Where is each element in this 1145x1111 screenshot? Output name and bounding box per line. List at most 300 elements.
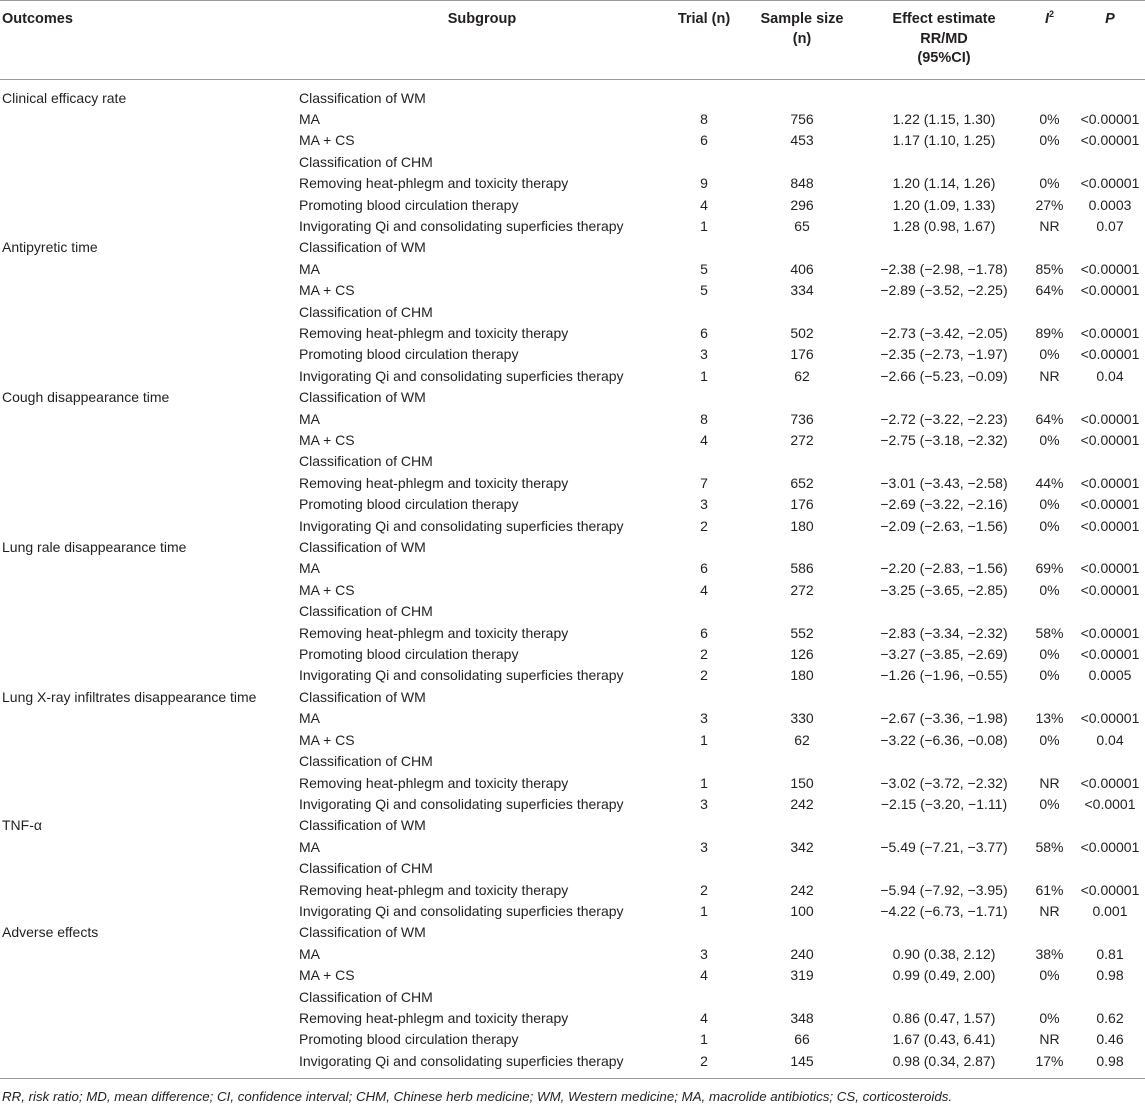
outcome-cell: Cough disappearance time [2, 389, 170, 406]
effect-estimate-cell: −3.02 (−3.72, −2.32) [880, 774, 1008, 791]
sample-size-cell: 176 [790, 346, 814, 363]
sample-size-cell: 502 [790, 324, 814, 341]
sample-size-cell: 66 [794, 1031, 810, 1048]
subgroup-cell: Classification of WM [299, 688, 426, 705]
p-value-cell: 0.04 [1096, 367, 1124, 384]
i-squared-cell: 13% [1035, 710, 1064, 727]
p-value-cell: <0.00001 [1080, 110, 1140, 127]
sample-size-cell: 176 [790, 496, 814, 513]
p-value-cell: <0.0001 [1084, 795, 1136, 812]
subgroup-cell: Removing heat-phlegm and toxicity therapy [299, 324, 569, 341]
outcome-cell [0, 730, 296, 751]
subgroup-cell: MA [299, 260, 320, 277]
table-row [0, 195, 1145, 216]
i-squared-cell [1024, 815, 1075, 836]
sample-size-cell: 242 [790, 881, 814, 898]
p-value-cell: 0.81 [1096, 945, 1124, 962]
p-value-cell: 0.0005 [1088, 667, 1132, 684]
subgroup-cell: Classification of CHM [299, 753, 433, 770]
subgroup-cell: Invigorating Qi and consolidating superficies therapy [299, 517, 624, 534]
i-squared-cell: 0% [1039, 1009, 1060, 1026]
effect-estimate-cell: −2.35 (−2.73, −1.97) [880, 346, 1008, 363]
i-squared-cell [1024, 451, 1075, 472]
trial-count-cell: 4 [700, 581, 708, 598]
outcome-cell [0, 195, 296, 216]
sample-size-cell [740, 237, 864, 258]
trial-count-cell: 1 [700, 1031, 708, 1048]
trial-count-cell: 4 [700, 1009, 708, 1026]
i-squared-cell: 0% [1039, 967, 1060, 984]
effect-estimate-cell: −4.22 (−6.73, −1.71) [880, 902, 1008, 919]
sample-size-cell: 652 [790, 474, 814, 491]
subgroup-cell: MA [299, 710, 320, 727]
outcome-cell [0, 837, 296, 858]
effect-estimate-cell [864, 237, 1024, 258]
table-row [0, 451, 1145, 472]
p-value-cell [1075, 987, 1145, 1008]
p-value-cell [1075, 152, 1145, 173]
p-value-cell: <0.00001 [1080, 432, 1140, 448]
table-row [0, 644, 1145, 665]
p-value-cell: <0.00001 [1080, 560, 1140, 577]
subgroup-cell: MA [299, 410, 320, 427]
trial-count-cell: 1 [700, 217, 708, 234]
outcome-cell [0, 644, 296, 665]
p-value-cell [1075, 815, 1145, 836]
table-row [0, 837, 1145, 858]
effect-estimate-cell: −3.22 (−6.36, −0.08) [880, 731, 1008, 748]
effect-estimate-cell: −2.20 (−2.83, −1.56) [880, 560, 1008, 577]
subgroup-cell: Classification of CHM [299, 453, 433, 470]
sample-size-cell: 145 [740, 1051, 864, 1079]
trial-count-cell: 2 [700, 667, 708, 684]
i-squared-cell: 0% [1039, 175, 1060, 192]
header-effect-line2: RR/MD [920, 30, 968, 47]
trial-count-cell: 4 [700, 432, 708, 448]
trial-count-cell [668, 537, 740, 558]
p-value-cell [1075, 79, 1145, 109]
outcome-cell [0, 794, 296, 815]
table-row [0, 794, 1145, 815]
p-value-cell: <0.00001 [1080, 410, 1140, 427]
table-row [0, 1029, 1145, 1050]
trial-count-cell: 6 [700, 624, 708, 641]
p-value-cell [1075, 601, 1145, 622]
outcome-cell [0, 1051, 296, 1079]
sample-size-cell: 126 [790, 646, 814, 663]
p-value-cell [1075, 451, 1145, 472]
i-squared-cell: NR [1039, 217, 1060, 234]
table-row [0, 302, 1145, 323]
p-value-cell [1075, 387, 1145, 408]
subgroup-cell: MA + CS [299, 967, 355, 984]
i-squared-cell [1024, 152, 1075, 173]
sample-size-cell: 330 [790, 710, 814, 727]
subgroup-cell: Classification of CHM [299, 153, 433, 170]
effect-estimate-cell: −3.25 (−3.65, −2.85) [880, 581, 1008, 598]
outcome-cell [0, 773, 296, 794]
trial-count-cell: 2 [700, 517, 708, 534]
outcome-cell [0, 366, 296, 387]
subgroup-cell: Promoting blood circulation therapy [299, 646, 519, 663]
trial-count-cell: 3 [700, 795, 708, 812]
sample-size-cell: 406 [790, 260, 814, 277]
i-squared-cell [1024, 537, 1075, 558]
subgroup-cell: Invigorating Qi and consolidating superficies therapy [299, 217, 624, 234]
trial-count-cell: 3 [700, 710, 708, 727]
outcome-cell [0, 259, 296, 280]
sample-size-cell: 65 [794, 217, 810, 234]
i-squared-cell [1024, 302, 1075, 323]
outcome-cell [0, 623, 296, 644]
outcome-cell [0, 880, 296, 901]
table-row [0, 216, 1145, 237]
outcome-cell: Lung rale disappearance time [2, 539, 187, 556]
sample-size-cell: 180 [790, 667, 814, 684]
effect-estimate-cell [864, 987, 1024, 1008]
i-squared-cell: 0% [1039, 517, 1060, 534]
i-squared-cell: 17% [1024, 1051, 1075, 1079]
header-row [0, 1, 1145, 80]
trial-count-cell: 3 [700, 496, 708, 513]
p-value-cell [1075, 302, 1145, 323]
effect-estimate-cell: −1.26 (−1.96, −0.55) [880, 667, 1008, 684]
sample-size-cell: 453 [790, 132, 814, 149]
header-subgroup: Subgroup [296, 1, 668, 80]
table-footnote: RR, risk ratio; MD, mean difference; CI, confidence interval; CHM, Chinese herb medicine; WM, Western medicine; MA, macrolide antibiotics; CS, corticosteroids. [2, 1089, 953, 1104]
trial-count-cell [668, 751, 740, 772]
effect-estimate-cell: −2.15 (−3.20, −1.11) [880, 795, 1008, 812]
outcome-cell [0, 109, 296, 130]
p-value-cell: 0.62 [1096, 1009, 1124, 1026]
p-value-cell: 0.07 [1096, 217, 1124, 234]
subgroup-cell: Invigorating Qi and consolidating superficies therapy [296, 1051, 668, 1079]
effect-estimate-cell [864, 858, 1024, 879]
sample-size-cell [740, 815, 864, 836]
subgroup-cell: MA [299, 560, 320, 577]
header-effect-estimate [864, 1, 1024, 80]
trial-count-cell: 1 [700, 902, 708, 919]
subgroup-cell: MA + CS [299, 282, 355, 299]
trial-count-cell: 2 [700, 646, 708, 663]
table-row [0, 858, 1145, 879]
i-squared-cell: 58% [1035, 838, 1064, 855]
outcome-cell [0, 558, 296, 579]
sample-size-cell [740, 987, 864, 1008]
outcome-cell [0, 344, 296, 365]
sample-size-cell: 552 [790, 624, 814, 641]
sample-size-cell: 756 [790, 110, 814, 127]
table-row [0, 601, 1145, 622]
trial-count-cell: 6 [700, 560, 708, 577]
table-row [0, 537, 1145, 558]
effect-estimate-cell [864, 302, 1024, 323]
p-value-cell: <0.00001 [1080, 774, 1140, 791]
trial-count-cell [668, 302, 740, 323]
subgroup-cell: Invigorating Qi and consolidating superficies therapy [299, 902, 624, 919]
sample-size-cell: 62 [794, 367, 810, 384]
subgroup-cell: Classification of CHM [299, 603, 433, 620]
p-value-cell: <0.00001 [1080, 260, 1140, 277]
subgroup-cell: Classification of WM [299, 89, 426, 106]
subgroup-cell: Classification of WM [299, 817, 426, 834]
sample-size-cell: 272 [790, 581, 814, 598]
effect-estimate-cell: 0.99 (0.49, 2.00) [892, 967, 996, 984]
sample-size-cell: 62 [794, 731, 810, 748]
subgroup-cell: Classification of WM [299, 389, 426, 406]
effect-estimate-cell: −2.69 (−3.22, −2.16) [880, 496, 1008, 513]
p-value-cell: <0.00001 [1080, 581, 1140, 598]
effect-estimate-cell [864, 815, 1024, 836]
p-value-cell [1075, 922, 1145, 943]
trial-count-cell [668, 387, 740, 408]
subgroup-cell: Removing heat-phlegm and toxicity therapy [299, 881, 569, 898]
p-value-cell: 0.98 [1075, 1051, 1145, 1079]
table-row [0, 708, 1145, 729]
table-row [0, 1051, 1145, 1079]
effect-estimate-cell: 0.90 (0.38, 2.12) [892, 945, 996, 962]
trial-count-cell: 5 [700, 260, 708, 277]
header-i-squared [1024, 1, 1075, 80]
p-value-cell: <0.00001 [1080, 132, 1140, 149]
subgroup-cell: Promoting blood circulation therapy [299, 1031, 519, 1048]
table-row [0, 409, 1145, 430]
table-row [0, 815, 1145, 836]
table-row [0, 109, 1145, 130]
subgroup-cell: MA + CS [299, 731, 355, 748]
sample-size-cell: 586 [790, 560, 814, 577]
effect-estimate-cell: −2.67 (−3.36, −1.98) [880, 710, 1008, 727]
outcome-cell [0, 280, 296, 301]
p-value-cell [1075, 687, 1145, 708]
outcome-cell [0, 216, 296, 237]
i-squared-cell: 27% [1035, 196, 1064, 213]
effect-estimate-cell: 0.98 (0.34, 2.87) [864, 1051, 1024, 1079]
trial-count-cell: 6 [700, 132, 708, 149]
p-value-cell: <0.00001 [1080, 881, 1140, 898]
subgroup-cell: Promoting blood circulation therapy [299, 496, 519, 513]
header-sample-size-line2: (n) [792, 30, 812, 47]
effect-estimate-cell: −2.83 (−3.34, −2.32) [880, 624, 1008, 641]
trial-count-cell: 6 [700, 324, 708, 341]
sample-size-cell: 150 [790, 774, 814, 791]
effect-estimate-cell: −5.49 (−7.21, −3.77) [880, 838, 1008, 855]
p-value-cell [1075, 537, 1145, 558]
trial-count-cell: 3 [700, 945, 708, 962]
header-i-squared-sup: 2 [1049, 9, 1055, 20]
table-row [0, 387, 1145, 408]
effect-estimate-cell: 1.20 (1.14, 1.26) [892, 175, 996, 192]
trial-count-cell: 4 [700, 196, 708, 213]
trial-count-cell: 3 [700, 838, 708, 855]
trial-count-cell: 4 [700, 967, 708, 984]
table-row [0, 344, 1145, 365]
outcome-cell [0, 152, 296, 173]
outcome-cell [0, 901, 296, 922]
trial-count-cell: 2 [700, 881, 708, 898]
sample-size-cell: 100 [790, 902, 814, 919]
p-value-cell: <0.00001 [1080, 474, 1140, 491]
table-row [0, 580, 1145, 601]
effect-estimate-cell: −3.27 (−3.85, −2.69) [880, 646, 1008, 663]
i-squared-cell [1024, 237, 1075, 258]
trial-count-cell: 5 [700, 282, 708, 299]
trial-count-cell: 3 [700, 346, 708, 363]
outcome-cell [0, 708, 296, 729]
header-effect-line1: Effect estimate [892, 11, 996, 27]
i-squared-cell: 0% [1039, 110, 1060, 127]
table-row [0, 687, 1145, 708]
p-value-cell [1075, 237, 1145, 258]
outcome-cell [0, 494, 296, 515]
outcome-cell [0, 601, 296, 622]
outcome-cell [0, 451, 296, 472]
table-row [0, 237, 1145, 258]
effect-estimate-cell [864, 751, 1024, 772]
table-row [0, 430, 1145, 451]
i-squared-cell: 44% [1035, 474, 1064, 491]
i-squared-cell: 64% [1035, 410, 1064, 427]
p-value-cell: 0.0003 [1088, 196, 1132, 213]
trial-count-cell [668, 687, 740, 708]
p-value-cell: 0.04 [1096, 731, 1124, 748]
sample-size-cell [740, 387, 864, 408]
outcome-cell [0, 1029, 296, 1050]
outcome-cell: Lung X-ray infiltrates disappearance time [2, 688, 257, 705]
sample-size-cell [740, 451, 864, 472]
i-squared-cell: 0% [1039, 667, 1060, 684]
outcome-cell [0, 751, 296, 772]
trial-count-cell [668, 987, 740, 1008]
subgroup-cell: Promoting blood circulation therapy [299, 346, 519, 363]
table-row [0, 901, 1145, 922]
i-squared-cell: 61% [1035, 881, 1064, 898]
outcome-cell [0, 580, 296, 601]
p-value-cell: <0.00001 [1080, 624, 1140, 641]
effect-estimate-cell [864, 79, 1024, 109]
sample-size-cell: 296 [790, 196, 814, 213]
outcome-cell [0, 409, 296, 430]
i-squared-cell: NR [1039, 1031, 1060, 1048]
outcome-cell: TNF-α [2, 817, 42, 834]
p-value-cell: <0.00001 [1080, 324, 1140, 341]
subgroup-cell: MA [299, 110, 320, 127]
p-value-cell: <0.00001 [1080, 346, 1140, 363]
p-value-cell: 0.001 [1092, 902, 1128, 919]
trial-count-cell [668, 815, 740, 836]
header-outcomes: Outcomes [0, 1, 296, 80]
subgroup-cell: Invigorating Qi and consolidating superficies therapy [299, 667, 624, 684]
sample-size-cell [740, 601, 864, 622]
sample-size-cell: 180 [790, 517, 814, 534]
table-row [0, 494, 1145, 515]
sample-size-cell: 242 [790, 795, 814, 812]
effect-estimate-cell: −2.75 (−3.18, −2.32) [880, 432, 1008, 448]
sample-size-cell [740, 687, 864, 708]
outcome-cell [0, 987, 296, 1008]
effect-estimate-cell: −5.94 (−7.92, −3.95) [880, 881, 1008, 898]
effect-estimate-cell [864, 387, 1024, 408]
outcome-cell [0, 173, 296, 194]
table-row [0, 280, 1145, 301]
sample-size-cell [740, 302, 864, 323]
effect-estimate-cell [864, 152, 1024, 173]
trial-count-cell: 1 [700, 774, 708, 791]
effect-estimate-cell [864, 687, 1024, 708]
outcome-cell [0, 430, 296, 451]
sample-size-cell: 342 [790, 838, 814, 855]
i-squared-cell [1024, 687, 1075, 708]
p-value-cell: 0.98 [1096, 967, 1124, 984]
effect-estimate-cell [864, 537, 1024, 558]
effect-estimate-cell [864, 922, 1024, 943]
table-row [0, 944, 1145, 965]
p-value-cell: <0.00001 [1080, 496, 1140, 513]
table-row [0, 152, 1145, 173]
effect-estimate-cell: −2.72 (−3.22, −2.23) [880, 410, 1008, 427]
subgroup-cell: MA + CS [299, 432, 355, 448]
effect-estimate-cell: 1.22 (1.15, 1.30) [892, 110, 996, 127]
trial-count-cell: 1 [700, 367, 708, 384]
i-squared-cell: 58% [1035, 624, 1064, 641]
subgroup-cell: Promoting blood circulation therapy [299, 196, 519, 213]
header-trial: Trial (n) [668, 1, 740, 80]
trial-count-cell: 8 [700, 110, 708, 127]
sample-size-cell [740, 751, 864, 772]
i-squared-cell: 0% [1039, 496, 1060, 513]
subgroup-cell: MA [299, 838, 320, 855]
subgroup-cell: Classification of WM [299, 539, 426, 556]
i-squared-cell: 89% [1035, 324, 1064, 341]
header-sample-size-line1: Sample size [760, 11, 844, 27]
outcome-cell [0, 323, 296, 344]
sample-size-cell [740, 858, 864, 879]
p-value-cell [1075, 858, 1145, 879]
subgroup-cell: Classification of CHM [299, 303, 433, 320]
table-row [0, 558, 1145, 579]
sample-size-cell: 240 [790, 945, 814, 962]
i-squared-cell: 38% [1035, 945, 1064, 962]
table-row [0, 880, 1145, 901]
trial-count-cell [668, 152, 740, 173]
effect-estimate-cell: −2.89 (−3.52, −2.25) [880, 282, 1008, 299]
effect-estimate-cell: 1.28 (0.98, 1.67) [892, 217, 996, 234]
sample-size-cell: 272 [790, 432, 814, 448]
p-value-cell: <0.00001 [1080, 710, 1140, 727]
outcome-cell: Antipyretic time [2, 239, 98, 256]
i-squared-cell [1024, 387, 1075, 408]
trial-count-cell: 1 [700, 731, 708, 748]
outcome-cell [0, 130, 296, 151]
subgroup-cell: Classification of CHM [299, 988, 433, 1005]
i-squared-cell: 0% [1039, 646, 1060, 663]
p-value-cell: 0.46 [1096, 1031, 1124, 1048]
effect-estimate-cell: −2.73 (−3.42, −2.05) [880, 324, 1008, 341]
trial-count-cell [668, 858, 740, 879]
subgroup-cell: Classification of WM [299, 239, 426, 256]
subgroup-cell: MA + CS [299, 132, 355, 149]
trial-count-cell: 8 [700, 410, 708, 427]
table-row [0, 922, 1145, 943]
effect-estimate-cell: −2.09 (−2.63, −1.56) [880, 517, 1008, 534]
subgroup-cell: Removing heat-phlegm and toxicity therapy [299, 1009, 569, 1026]
effect-estimate-cell [864, 601, 1024, 622]
i-squared-cell: NR [1039, 367, 1060, 384]
header-i-squared-base: I [1044, 11, 1049, 27]
p-value-cell [1075, 751, 1145, 772]
trial-count-cell: 7 [700, 474, 708, 491]
subgroup-cell: Removing heat-phlegm and toxicity therapy [299, 474, 569, 491]
